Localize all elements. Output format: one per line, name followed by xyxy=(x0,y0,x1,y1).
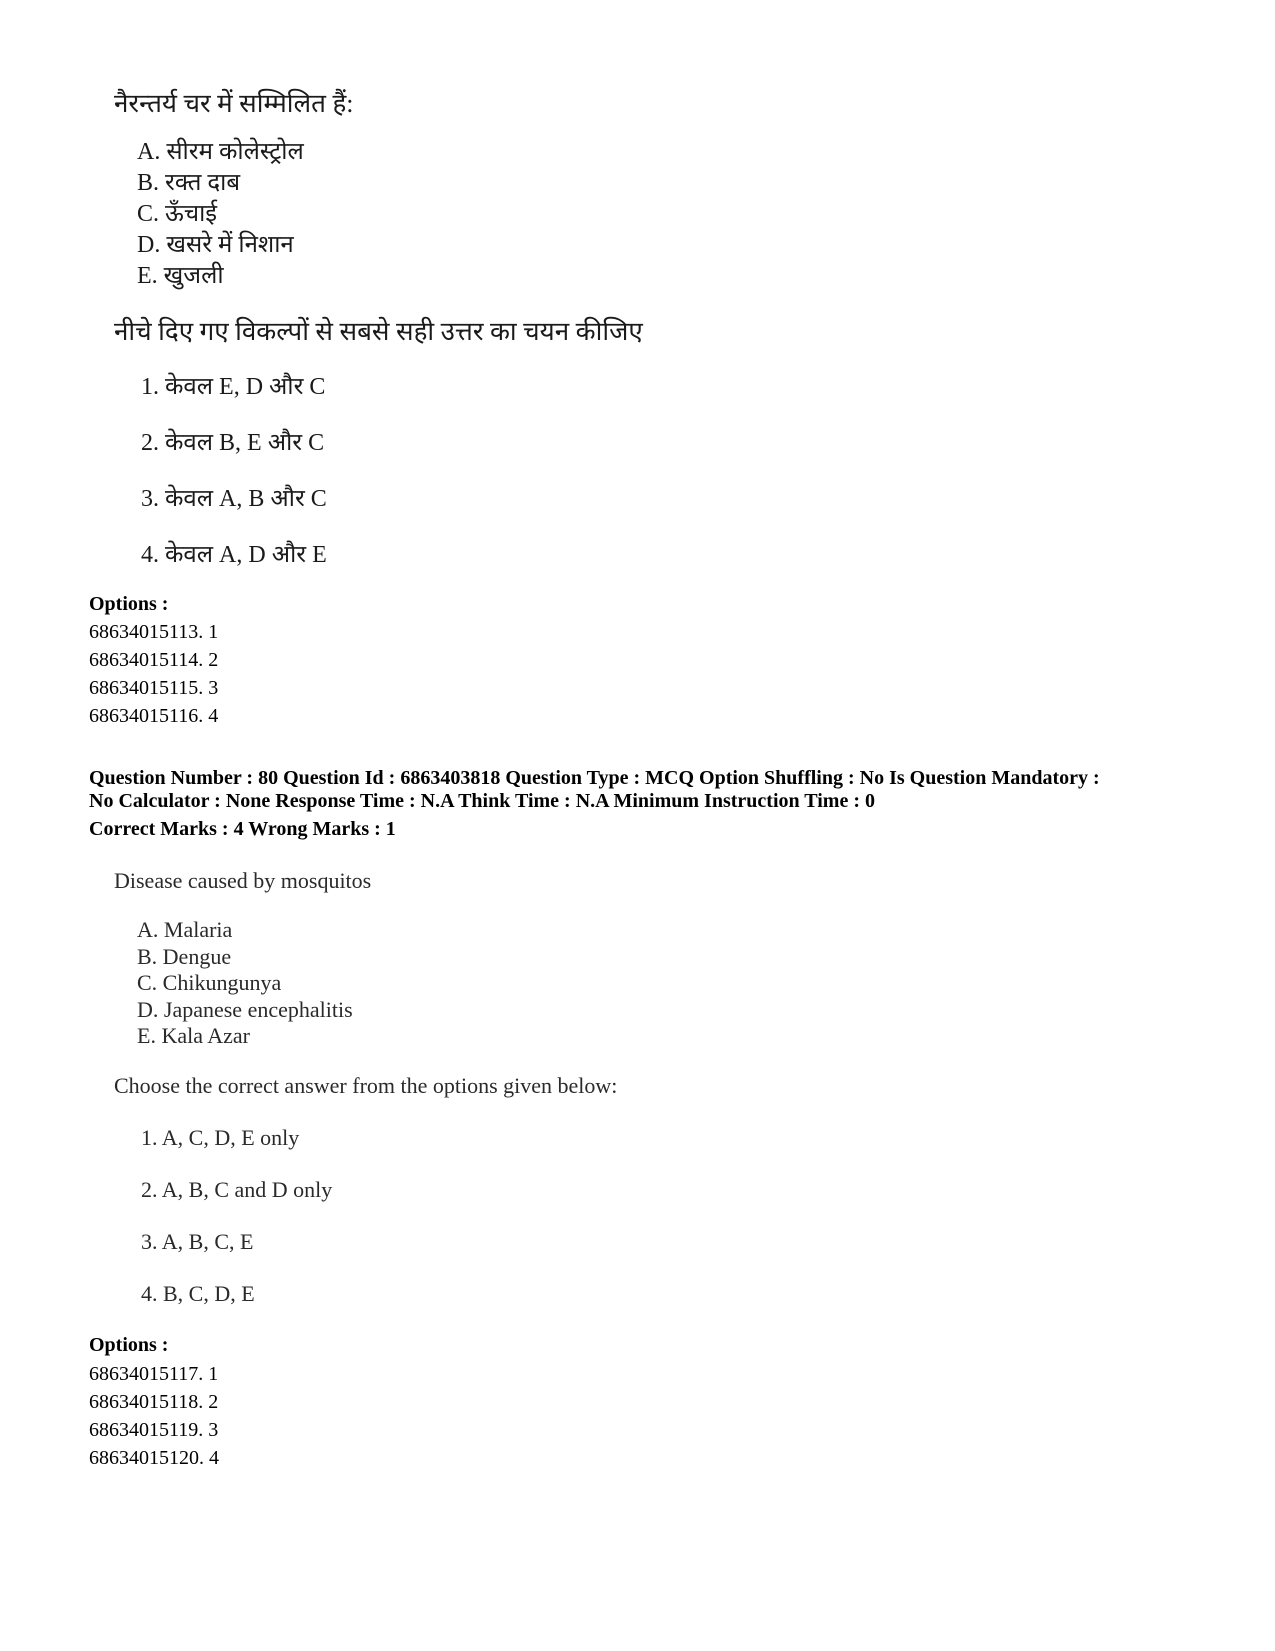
q80-statement: B. Dengue xyxy=(137,943,232,969)
q80-choice-1: 1. A, C, D, E only xyxy=(141,1125,300,1150)
q80-options-label: Options : xyxy=(89,1334,169,1356)
q80-statement: D. Japanese encephalitis xyxy=(137,996,353,1022)
q80-header-line2: No Calculator : None Response Time : N.A Think Time : N.A Minimum Instruction Time : 0 xyxy=(89,790,875,812)
q79-option-id: 68634015114. 2 xyxy=(89,649,219,671)
q79-choice-4: 4. केवल A, D और E xyxy=(141,542,327,568)
q79-instruction: नीचे दिए गए विकल्पों से सबसे सही उत्तर का चयन कीजिए xyxy=(114,317,643,346)
q79-option-id: 68634015113. 1 xyxy=(89,621,219,643)
q79-statement: E. खुजली xyxy=(137,263,224,289)
q80-statement: C. Chikungunya xyxy=(137,970,282,995)
q80-choice-2: 2. A, B, C and D only xyxy=(141,1177,333,1202)
q79-statement: D. खसरे में निशान xyxy=(137,232,294,258)
q80-option-id: 68634015118. 2 xyxy=(89,1391,219,1413)
q80-header-line1: Question Number : 80 Question Id : 6863403818 Question Type : MCQ Option Shuffling : No Is Question Mandatory : xyxy=(89,767,1100,789)
q79-statement: C. ऊँचाई xyxy=(137,201,218,227)
q79-statement: B. रक्त दाब xyxy=(137,170,241,196)
q80-marks: Correct Marks : 4 Wrong Marks : 1 xyxy=(89,818,396,840)
q80-statement-list xyxy=(137,916,353,1049)
q80-statement: A. Malaria xyxy=(137,917,233,942)
q80-option-id: 68634015117. 1 xyxy=(89,1363,219,1385)
q79-statement-list xyxy=(137,136,304,291)
q79-option-id: 68634015115. 3 xyxy=(89,677,219,699)
q79-options-label: Options : xyxy=(89,593,169,615)
q80-stem: Disease caused by mosquitos xyxy=(114,868,372,893)
q80-statement: E. Kala Azar xyxy=(137,1023,250,1048)
q79-statement: A. सीरम कोलेस्ट्रोल xyxy=(137,139,304,165)
q80-choice-4: 4. B, C, D, E xyxy=(141,1281,255,1306)
q79-stem: नैरन्तर्य चर में सम्मिलित हैं: xyxy=(114,89,354,118)
q79-choice-1: 1. केवल E, D और C xyxy=(141,374,326,400)
q80-option-id: 68634015120. 4 xyxy=(89,1447,219,1469)
q80-instruction: Choose the correct answer from the options given below: xyxy=(114,1073,618,1098)
q79-choice-3: 3. केवल A, B और C xyxy=(141,486,327,512)
q80-choice-3: 3. A, B, C, E xyxy=(141,1229,254,1254)
q80-option-id: 68634015119. 3 xyxy=(89,1419,219,1441)
q79-choice-2: 2. केवल B, E और C xyxy=(141,430,325,456)
q79-option-id: 68634015116. 4 xyxy=(89,705,219,727)
